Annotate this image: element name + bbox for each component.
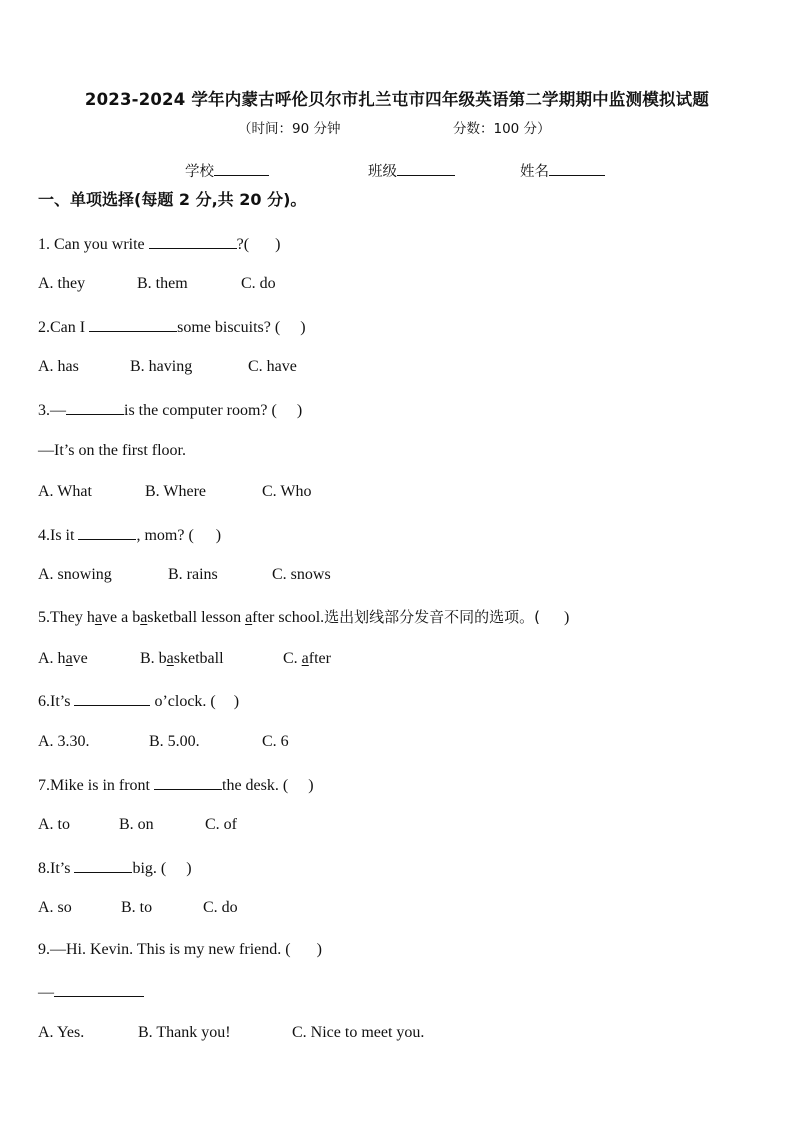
q2-option-c[interactable]: C. have xyxy=(248,358,297,375)
section-title: 一、单项选择(每题 2 分,共 20 分)。 xyxy=(38,190,307,209)
question-4 xyxy=(38,524,221,546)
q5-option-b[interactable] xyxy=(140,649,224,669)
q3-stem-pre: 3.— xyxy=(38,402,66,419)
question-8 xyxy=(38,857,192,879)
school-blank[interactable] xyxy=(214,160,269,176)
q8-option-a[interactable]: A. so xyxy=(38,899,72,916)
q8-option-b[interactable]: B. to xyxy=(121,899,153,916)
q5-c-post: fter xyxy=(308,650,331,667)
page-title: 2023-2024 学年内蒙古呼伦贝尔市扎兰屯市四年级英语第二学期期中监测模拟试题 xyxy=(84,90,710,109)
q2-stem-post: some biscuits? ( xyxy=(177,319,281,336)
q8-stem-post: big. ( xyxy=(132,860,167,877)
q5-text-3: sketball lesson xyxy=(147,609,246,626)
question-5 xyxy=(38,607,569,628)
q3-paren: ) xyxy=(296,402,303,419)
question-1 xyxy=(38,233,280,255)
q1-option-b[interactable]: B. them xyxy=(137,275,188,292)
class-blank[interactable] xyxy=(397,160,455,176)
q5-b-underlined: a xyxy=(166,650,174,667)
q8-paren: ) xyxy=(186,860,192,877)
q5-b-pre: B. b xyxy=(140,650,167,667)
q9-paren: ) xyxy=(316,941,322,958)
q5-paren: ) xyxy=(564,609,570,626)
name-blank[interactable] xyxy=(549,160,605,176)
question-2 xyxy=(38,316,306,338)
q5-c-pre: C. xyxy=(283,650,302,667)
name-field xyxy=(520,160,605,182)
q6-option-a[interactable]: A. 3.30. xyxy=(38,733,90,750)
q7-paren: ) xyxy=(308,777,314,794)
q1-option-a[interactable]: A. they xyxy=(38,275,86,292)
question-9 xyxy=(38,940,322,960)
q4-option-a[interactable]: A. snowing xyxy=(38,566,112,583)
q3-stem-post: is the computer room? ( xyxy=(124,402,277,419)
question-6 xyxy=(38,690,239,712)
q7-stem-post: the desk. ( xyxy=(222,777,289,794)
q5-option-c[interactable] xyxy=(283,649,331,669)
q4-answer-blank[interactable] xyxy=(78,524,136,540)
q2-option-b[interactable]: B. having xyxy=(130,358,193,375)
q7-option-b[interactable]: B. on xyxy=(119,816,154,833)
q6-paren: ) xyxy=(233,693,240,710)
q9-option-c[interactable]: C. Nice to meet you. xyxy=(292,1024,425,1041)
q6-option-b[interactable]: B. 5.00. xyxy=(149,733,200,750)
q5-b-post: sketball xyxy=(173,650,224,667)
q5-option-a[interactable] xyxy=(38,649,88,669)
q5-c-underlined: a xyxy=(301,650,309,667)
q4-stem-post: , mom? ( xyxy=(136,527,194,544)
q4-option-b[interactable]: B. rains xyxy=(168,566,218,583)
q5-instruction: 选出划线部分发音不同的选项。( xyxy=(324,608,541,626)
q5-underlined-1: a xyxy=(94,609,102,626)
q6-stem-pre: 6.It’s xyxy=(38,693,75,710)
q9-answer-line xyxy=(38,981,144,1003)
q5-text-1: 5.They h xyxy=(38,609,95,626)
q5-a-underlined: a xyxy=(65,650,73,667)
q5-a-pre: A. h xyxy=(38,650,66,667)
q3-option-a[interactable]: A. What xyxy=(38,483,92,500)
q3-option-b[interactable]: B. Where xyxy=(145,483,207,500)
q1-answer-blank[interactable] xyxy=(149,233,237,249)
q1-option-c[interactable]: C. do xyxy=(241,275,276,292)
q4-stem-pre: 4.Is it xyxy=(38,527,79,544)
q5-underlined-2: a xyxy=(140,609,148,626)
school-label: 学校 xyxy=(185,164,214,180)
q5-a-post: ve xyxy=(72,650,88,667)
question-3 xyxy=(38,399,302,421)
q9-option-b[interactable]: B. Thank you! xyxy=(138,1024,231,1041)
q7-option-a[interactable]: A. to xyxy=(38,816,70,833)
q4-paren: ) xyxy=(215,527,222,544)
q7-stem-pre: 7.Mike is in front xyxy=(38,777,154,794)
q5-text-4: fter school. xyxy=(252,609,325,626)
q6-stem-post: o’clock. ( xyxy=(150,693,216,710)
q6-option-c[interactable]: C. 6 xyxy=(262,733,289,750)
score-info: 分数：100 分） xyxy=(453,121,551,137)
q8-answer-blank[interactable] xyxy=(74,857,132,873)
q2-answer-blank[interactable] xyxy=(89,316,177,332)
school-field xyxy=(185,160,269,182)
question-7 xyxy=(38,774,314,796)
q3-answer-line: —It’s on the first floor. xyxy=(38,442,186,459)
class-label: 班级 xyxy=(368,164,397,180)
name-label: 姓名 xyxy=(520,164,549,180)
q9-option-a[interactable]: A. Yes. xyxy=(38,1024,85,1041)
q8-option-c[interactable]: C. do xyxy=(203,899,238,916)
q2-paren: ) xyxy=(300,319,306,336)
time-info: （时间：90 分钟 xyxy=(238,121,341,137)
q2-option-a[interactable]: A. has xyxy=(38,358,79,375)
q7-option-c[interactable]: C. of xyxy=(205,816,237,833)
q5-text-2: ve a b xyxy=(101,609,141,626)
q3-answer-blank[interactable] xyxy=(66,399,124,415)
q9-stem: 9.—Hi. Kevin. This is my new friend. ( xyxy=(38,941,291,958)
q2-stem-pre: 2.Can I xyxy=(38,319,90,336)
q3-option-c[interactable]: C. Who xyxy=(262,483,312,500)
q9-answer-blank[interactable] xyxy=(54,981,144,997)
q7-answer-blank[interactable] xyxy=(154,774,222,790)
q6-answer-blank[interactable] xyxy=(74,690,150,706)
class-field xyxy=(368,160,455,182)
q1-stem-pre: 1. Can you write xyxy=(38,236,149,253)
q1-stem-post: ?( xyxy=(236,236,250,253)
q5-underlined-3: a xyxy=(245,609,253,626)
q4-option-c[interactable]: C. snows xyxy=(272,566,331,583)
q8-stem-pre: 8.It’s xyxy=(38,860,75,877)
q9-dash: — xyxy=(38,984,54,1001)
q1-paren: ) xyxy=(275,236,281,253)
